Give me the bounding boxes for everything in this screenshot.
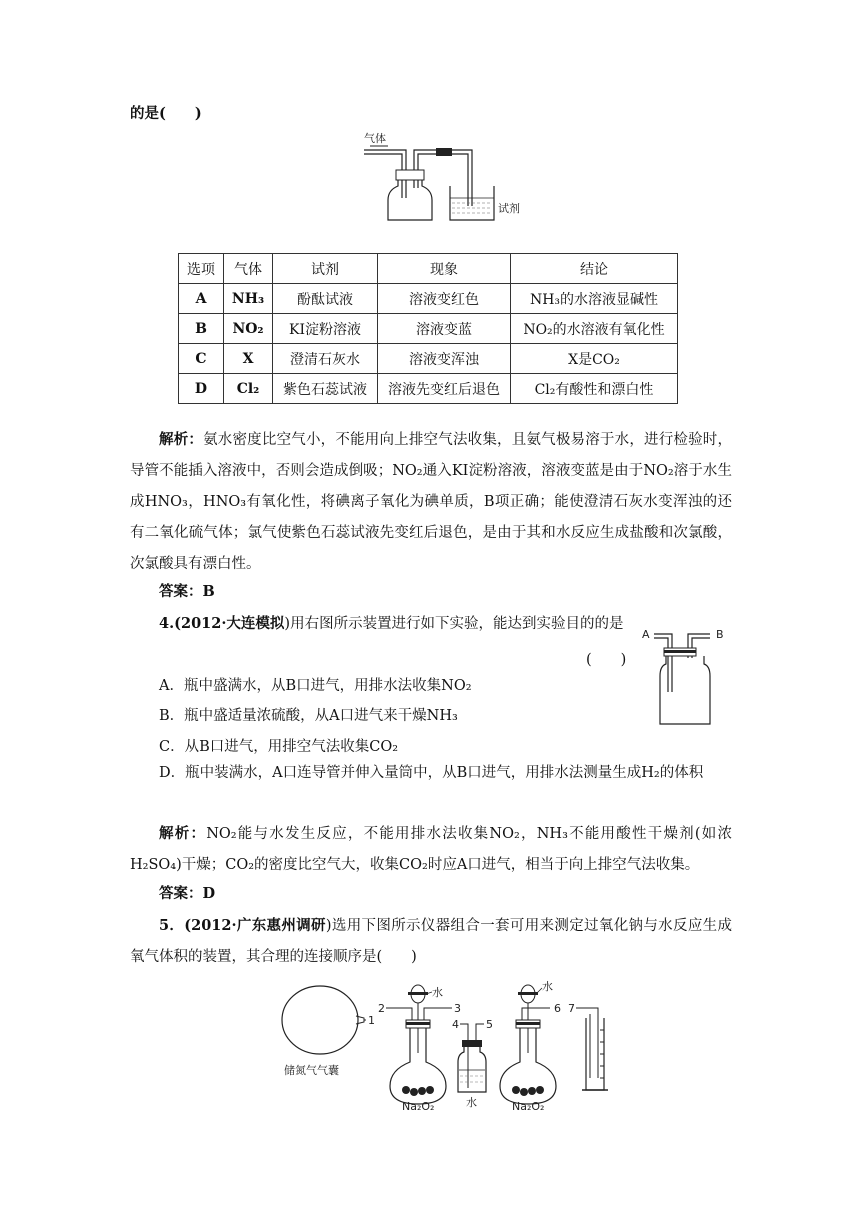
bottle-water-label: 水 <box>466 1096 477 1109</box>
q3-options-table <box>178 253 678 404</box>
table-cell: 溶液变红色 <box>378 284 511 314</box>
table-cell: 酚酞试液 <box>273 284 378 314</box>
q4-bottle-figure <box>640 624 740 726</box>
gas-label: 气体 <box>364 132 386 145</box>
table-row <box>179 314 678 344</box>
table-cell: A <box>179 284 224 314</box>
balloon-label: 储氮气气囊 <box>284 1064 339 1077</box>
header-cell: 选项 <box>179 254 224 284</box>
port-3: 3 <box>454 1002 461 1015</box>
table-row <box>179 344 678 374</box>
header-cell: 现象 <box>378 254 511 284</box>
q5-apparatus-figure <box>280 978 620 1113</box>
table-header-row <box>179 254 678 284</box>
table-cell: Cl₂ <box>224 374 273 404</box>
port-b-label: B <box>716 628 724 641</box>
q3-answer: 答案：B <box>159 583 215 600</box>
table-cell: 紫色石蕊试液 <box>273 374 378 404</box>
q4-answer: 答案：D <box>159 885 216 902</box>
table-cell: X是CO₂ <box>511 344 678 374</box>
table-row <box>179 284 678 314</box>
table-cell: 溶液变浑浊 <box>378 344 511 374</box>
analysis-text: 氨水密度比空气小，不能用向上排空气法收集，且氨气极易溶于水，进行检验时，导管不能插入溶液中，否则会造成倒吸；NO₂通入KI淀粉溶液，溶液变蓝是由于NO₂溶于水生成HNO₃，HNO₃有氧化性，将碘离子氧化为碘单质，B项正确；能使澄清石灰水变浑浊的还有二氧化硫气体；氯气使紫色石蕊试液先变红后退色，是由于其和水反应生成盐酸和次氯酸，次氯酸具有漂白性。 <box>130 432 732 572</box>
table-cell: 澄清石灰水 <box>273 344 378 374</box>
analysis-label: 解析： <box>159 825 207 842</box>
q4-answer-paren: ( ) <box>586 652 627 668</box>
q5-stem: 5．(2012·广东惠州调研)选用下图所示仪器组合一套可用来测定过氧化钠与水反应生成氧气体积的装置，其合理的连接顺序是( ) <box>130 917 733 965</box>
funnel-water-1: 水 <box>432 986 443 999</box>
port-1: 1 <box>368 1014 375 1027</box>
table-cell: D <box>179 374 224 404</box>
table-cell: C <box>179 344 224 374</box>
q4-option-b: B．瓶中盛适量浓硫酸，从A口进气来干燥NH₃ <box>159 708 458 724</box>
na2o2-label-2: Na₂O₂ <box>512 1100 545 1113</box>
header-cell: 结论 <box>511 254 678 284</box>
q3-apparatus-figure <box>360 128 540 223</box>
port-7: 7 <box>568 1002 575 1015</box>
na2o2-label-1: Na₂O₂ <box>402 1100 435 1113</box>
header-cell: 气体 <box>224 254 273 284</box>
table-cell: 溶液先变红后退色 <box>378 374 511 404</box>
q3-analysis <box>130 424 732 580</box>
table-cell: B <box>179 314 224 344</box>
table-cell: NH₃的水溶液显碱性 <box>511 284 678 314</box>
q4-analysis <box>130 818 732 881</box>
q4-option-c: C．从B口进气，用排空气法收集CO₂ <box>159 739 399 755</box>
port-2: 2 <box>378 1002 385 1015</box>
reagent-label: 试剂 <box>498 202 520 215</box>
q3-stem-tail: 的是( ) <box>130 105 202 122</box>
table-cell: 溶液变蓝 <box>378 314 511 344</box>
table-cell: KI淀粉溶液 <box>273 314 378 344</box>
header-cell: 试剂 <box>273 254 378 284</box>
port-4: 4 <box>452 1018 459 1031</box>
table-row <box>179 374 678 404</box>
q4-option-d: D．瓶中装满水，A口连导管并伸入量筒中，从B口进气，用排水法测量生成H₂的体积 <box>159 765 704 781</box>
table-cell: X <box>224 344 273 374</box>
table-cell: NH₃ <box>224 284 273 314</box>
analysis-label: 解析： <box>159 431 204 448</box>
q4-stem: 4.(2012·大连模拟)用右图所示装置进行如下实验，能达到实验目的的是 <box>159 615 624 632</box>
funnel-water-2: 水 <box>542 980 553 993</box>
table-cell: NO₂的水溶液有氧化性 <box>511 314 678 344</box>
table-cell: NO₂ <box>224 314 273 344</box>
port-a-label: A <box>642 628 650 641</box>
analysis-text: NO₂能与水发生反应，不能用排水法收集NO₂，NH₃不能用酸性干燥剂(如浓H₂SO₄)干燥；CO₂的密度比空气大，收集CO₂时应A口进气，相当于向上排空气法收集。 <box>130 826 733 873</box>
table-cell: Cl₂有酸性和漂白性 <box>511 374 678 404</box>
q4-option-a: A．瓶中盛满水，从B口进气，用排水法收集NO₂ <box>159 678 472 694</box>
port-6: 6 <box>554 1002 561 1015</box>
port-5: 5 <box>486 1018 493 1031</box>
